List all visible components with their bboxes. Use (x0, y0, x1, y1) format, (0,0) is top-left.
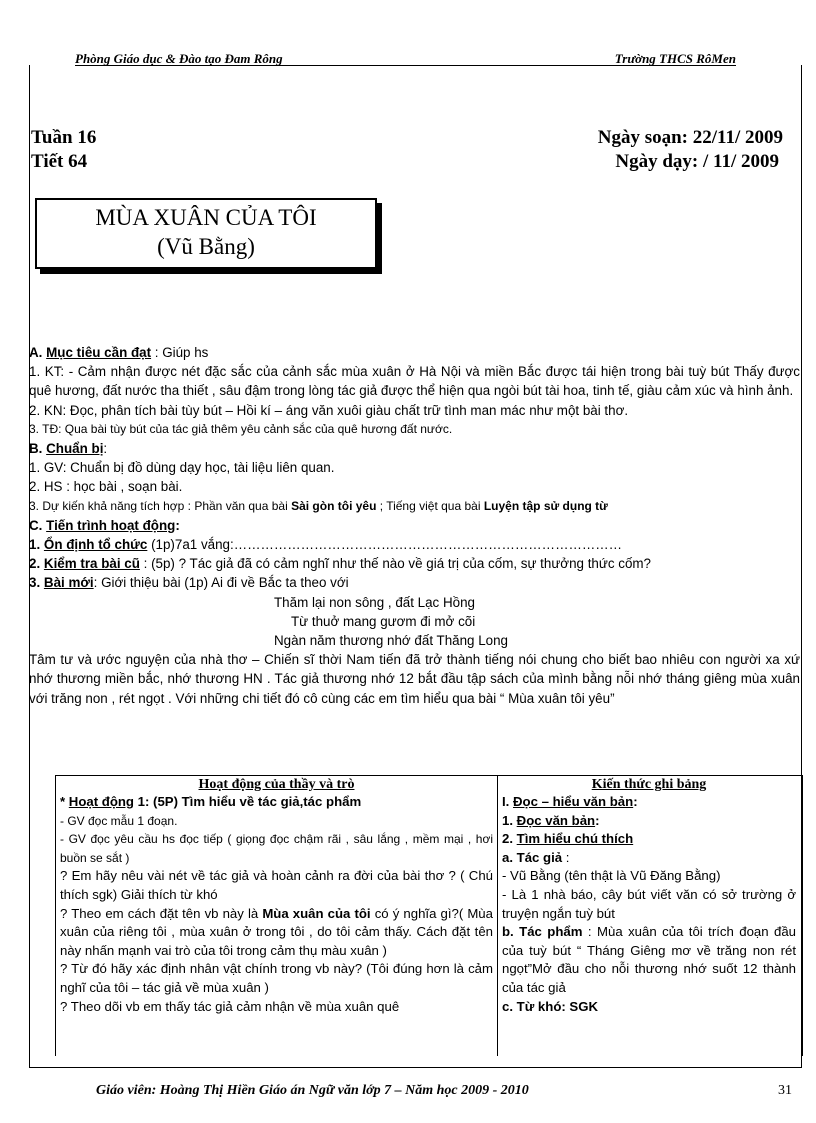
knowledge-subheading: a. Tác giả : (502, 849, 570, 865)
week-label: Tuần 16 (31, 127, 97, 148)
activity-line: - GV đọc yêu cầu hs đọc tiếp ( giọng đọc chậm rãi , sâu lắng , mềm mại , hơi buồn se sắt ) (60, 832, 493, 865)
objective-td: 3. TĐ: Qua bài tùy bút của tác giả thêm yêu cảnh sắc của quê hương đất nước. (29, 421, 453, 436)
activity-question: ? Em hãy nêu vài nét về tác giả và hoàn cảnh ra đời của bài thơ ? ( Chú thích sgk) Giải thích từ khó (60, 868, 493, 902)
knowledge-header: Kiến thức ghi bảng (591, 777, 707, 792)
prep-date: Ngày soạn: 22/11/ 2009 (597, 127, 783, 148)
activity-line: - GV đọc mẫu 1 đoạn. (60, 813, 178, 828)
lesson-title: MÙA XUÂN CỦA TÔI (95, 205, 317, 230)
knowledge-line: - Là 1 nhà báo, cây bút viết văn có sở trường ở truyện ngắn tuỳ bút (502, 886, 796, 921)
step-3: 3. Bài mới: Giới thiệu bài (1p) Ai đi về Bắc ta theo với (29, 575, 349, 591)
activity-question: ? Theo dõi vb em thấy tác giả cảm nhận về mùa xuân quê (60, 998, 400, 1014)
prep-gv: 1. GV: Chuẩn bị đồ dùng dạy học, tài liệu liên quan. (29, 460, 335, 476)
section-a-heading: A. Mục tiêu cần đạt : Giúp hs (29, 345, 209, 360)
teach-date: Ngày dạy: / 11/ 2009 (615, 151, 779, 172)
step-1: 1. Ổn định tổ chức (1p)7a1 vắng:…………………………………………………………………………… (29, 537, 623, 553)
lesson-author: (Vũ Bằng) (157, 234, 255, 259)
knowledge-line: - Vũ Bằng (tên thật là Vũ Đăng Bằng) (502, 868, 721, 884)
prep-integration: 3. Dự kiến khả năng tích hợp : Phần văn qua bài Sài gòn tôi yêu ; Tiếng việt qua bài Luyện tập sử dụng từ (29, 498, 608, 513)
lesson-table (55, 775, 803, 1056)
prep-hs: 2. HS : học bài , soạn bài. (29, 479, 183, 495)
intro-paragraph: Tâm tư và ước nguyện của nhà thơ – Chiến sĩ thời Nam tiến đã trở thành tiếng nói chung cho biết bao nhiêu con người xa xứ nhớ thương miền bắc, nhớ thương HN . Tác giả thương nhớ 12 bắt đầu tập sách của mình bằng nỗi nhớ tháng giêng mùa xuân với trăng non , rét ngọt . Với những chi tiết đó cô cùng các em tìm hiểu qua bài “ Mùa xuân tôi yêu” (29, 652, 800, 706)
lesson-title-box (35, 198, 377, 269)
activity-question: ? Theo em cách đặt tên vb này là Mùa xuân của tôi có ý nghĩa gì?( Mùa xuân của riêng tôi , mùa xuân ở trong tôi , do tôi cảm thấy. Cách đặt tên này nhấn mạnh vai trò của tôi trong cảm thụ màu xuân ) (60, 905, 493, 958)
page-header (75, 51, 736, 66)
step-2: 2. Kiểm tra bài cũ : (5p) ? Tác giả đã có cảm nghĩ như thế nào về giá trị của cốm, sự thưởng thức cốm? (29, 556, 651, 572)
section-c-heading: C. Tiến trình hoạt động: (29, 517, 180, 533)
knowledge-column (498, 776, 800, 1056)
section-b-heading: B. Chuẩn bị: (29, 441, 108, 457)
header-department: Phòng Giáo dục & Đào tạo Đam Rông (75, 51, 283, 66)
knowledge-subheading: c. Từ khó: SGK (502, 998, 599, 1014)
objective-kt: 1. KT: - Cảm nhận được nét đặc sắc của cảnh sắc mùa xuân ở Hà Nội và miền Bắc được tái hiện trong bài tuỳ bút Thấy được quê hương, đất nước tha thiết , sâu đậm trong lòng tác giả được thể hiện qua ngòi bút tài hoa, tinh tế, giàu cảm xúc và hình ảnh. (29, 364, 800, 399)
poem-line: Ngàn năm thương nhớ đất Thăng Long (274, 633, 508, 649)
objective-kn: 2. KN: Đọc, phân tích bài tùy bút – Hồi kí – áng văn xuôi giàu chất trữ tình man mác như một bài thơ. (29, 402, 629, 418)
page-number: 31 (778, 1083, 792, 1098)
activity-1-heading: * Hoạt động 1: (5P) Tìm hiểu về tác giả,tác phẩm (60, 794, 362, 809)
header-school: Trường THCS RôMen (614, 51, 736, 66)
knowledge-line: b. Tác phẩm : Mùa xuân của tôi trích đoạn đầu của tuỳ bút “ Tháng Giêng mơ về trăng non rét ngọt”Mở đầu cho nỗi thương nhớ suốt 12 thành của tác giả (502, 924, 796, 995)
activities-column (56, 776, 498, 1056)
activity-question: ? Từ đó hãy xác định nhân vật chính trong vb này? (Tôi đúng hơn là cảm nghĩ của tôi – tác giả về mùa xuân ) (60, 961, 493, 995)
poem-line: Từ thuở mang gươm đi mở cõi (291, 613, 476, 629)
poem-line: Thăm lại non sông , đất Lạc Hồng (274, 594, 475, 610)
knowledge-heading: 1. Đọc văn bản: (502, 812, 600, 828)
activities-header: Hoạt động của thầy và trò (198, 777, 355, 792)
lesson-content (29, 343, 800, 708)
knowledge-heading: 2. Tìm hiểu chú thích (502, 831, 634, 847)
period-label: Tiết 64 (31, 151, 88, 172)
knowledge-heading: I. Đọc – hiểu văn bản: (502, 794, 638, 809)
page-footer: Giáo viên: Hoàng Thị Hiền Giáo án Ngữ văn lớp 7 – Năm học 2009 - 2010 (96, 1083, 529, 1098)
